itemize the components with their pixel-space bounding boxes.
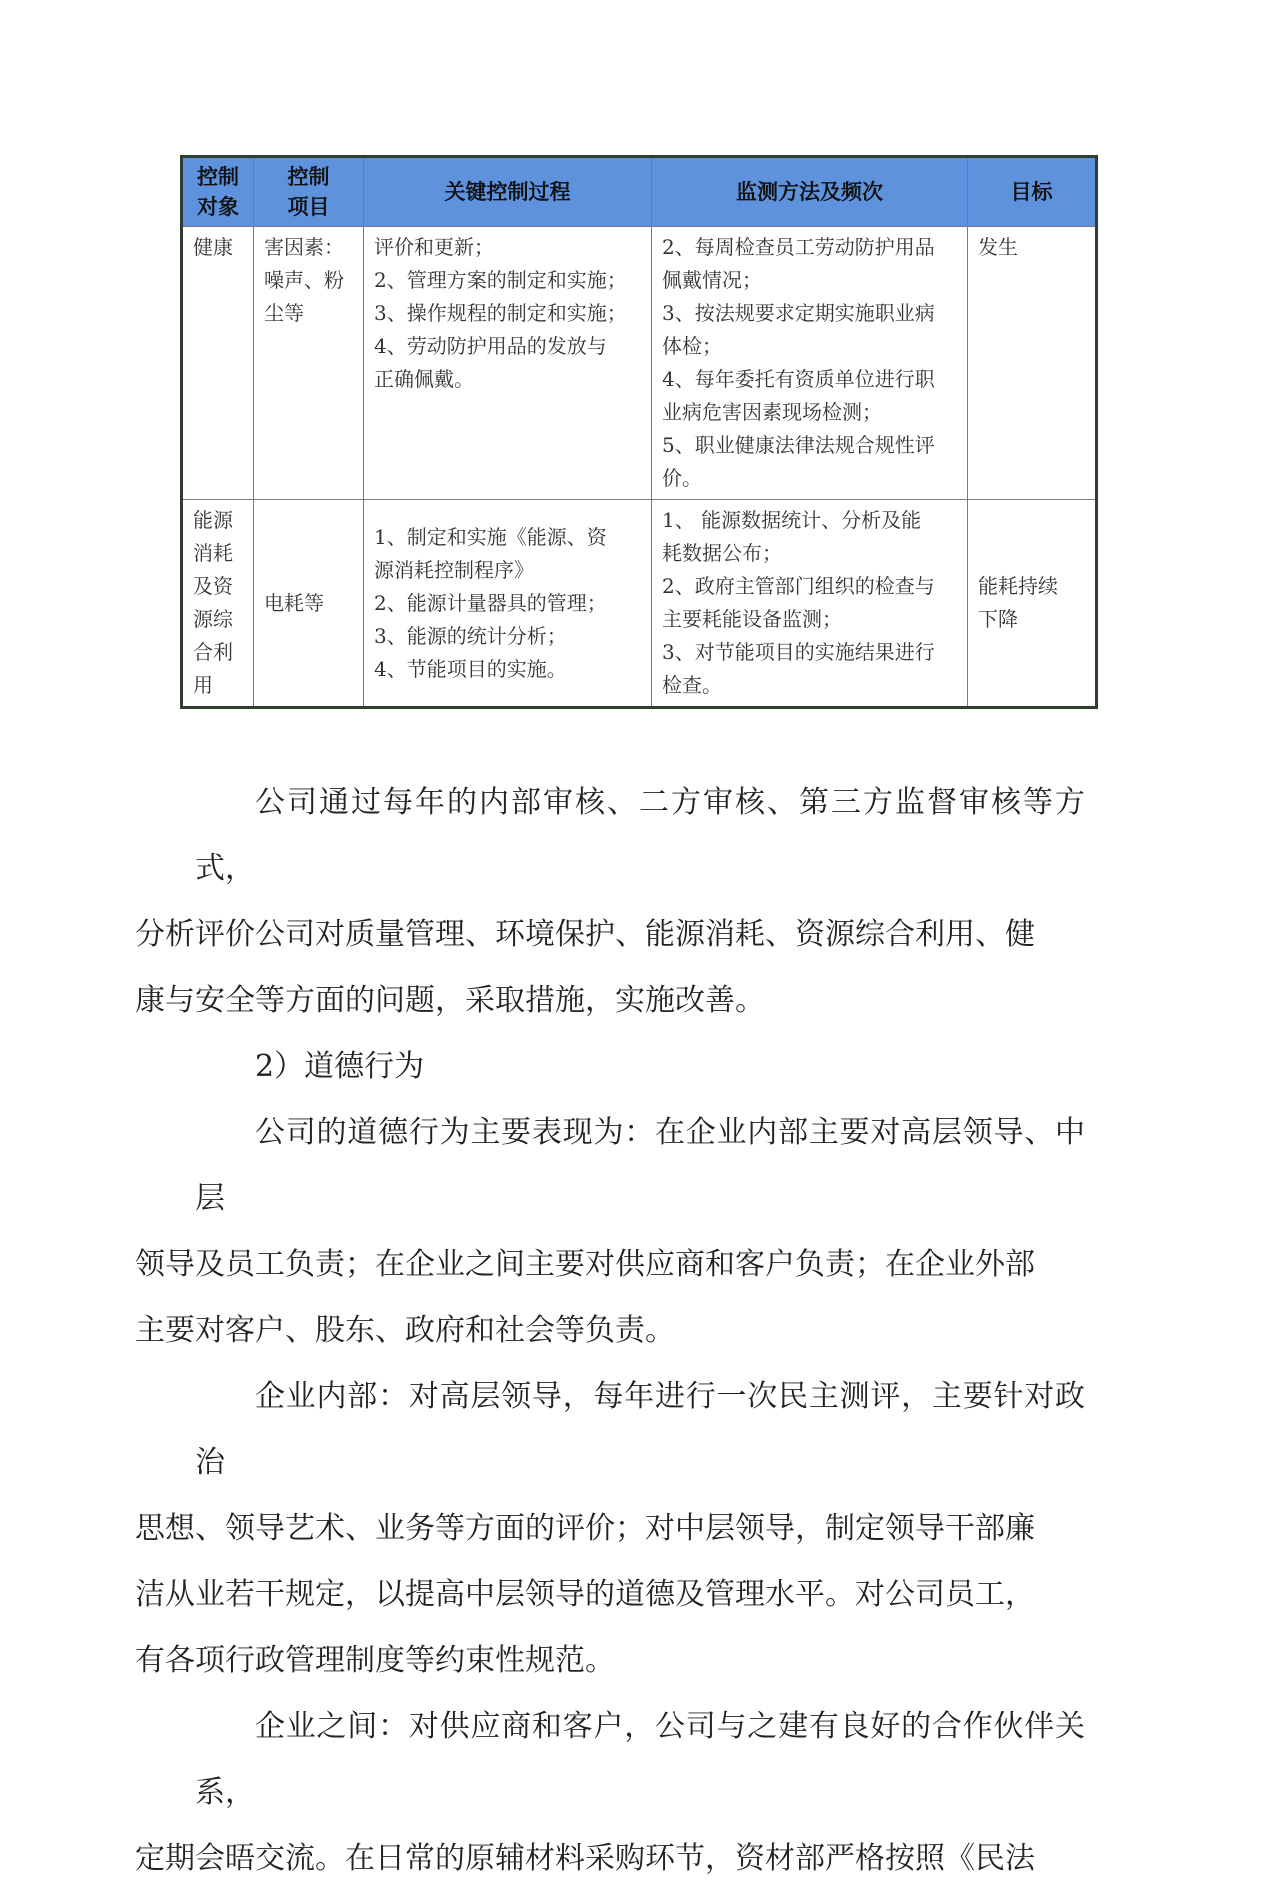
cell-target: 能耗持续 下降	[968, 500, 1097, 708]
header-control-object: 控制 对象	[182, 157, 254, 227]
cell-monitor: 1、 能源数据统计、分析及能 耗数据公布； 2、政府主管部门组织的检查与 主要耗能设备监测； 3、对节能项目的实施结果进行 检查。	[652, 500, 968, 708]
body-text	[135, 770, 1085, 1892]
section-heading-ethics: 2）道德行为	[255, 1049, 425, 1084]
header-target: 目标	[968, 157, 1097, 227]
control-table	[180, 155, 1098, 709]
table-row	[182, 500, 1097, 708]
cell-monitor: 2、每周检查员工劳动防护用品 佩戴情况； 3、按法规要求定期实施职业病 体检； 4、每年委托有资质单位进行职 业病危害因素现场检测； 5、职业健康法律法规合规性评 价。	[652, 227, 968, 500]
cell-object: 能源 消耗 及资 源综 合利 用	[182, 500, 254, 708]
table-header-row	[182, 157, 1097, 227]
table-row	[182, 227, 1097, 500]
cell-process: 评价和更新； 2、管理方案的制定和实施； 3、操作规程的制定和实施； 4、劳动防护用品的发放与 正确佩戴。	[364, 227, 652, 500]
header-control-item: 控制 项目	[254, 157, 364, 227]
cell-item: 电耗等	[254, 500, 364, 708]
paragraph-internal: 企业内部：对高层领导，每年进行一次民主测评，主要针对政治 思想、领导艺术、业务等方面的评价；对中层领导，制定领导干部廉 洁从业若干规定，以提高中层领导的道德及管理水平。对公司员工， 有各项行政管理制度等约束性规范。	[135, 1379, 1085, 1678]
header-key-process: 关键控制过程	[364, 157, 652, 227]
cell-process: 1、制定和实施《能源、资 源消耗控制程序》 2、能源计量器具的管理； 3、能源的统计分析； 4、节能项目的实施。	[364, 500, 652, 708]
paragraph-between-enterprises: 企业之间：对供应商和客户，公司与之建有良好的合作伙伴关系， 定期会晤交流。在日常的原辅材料采购环节，资材部严格按照《民法	[135, 1709, 1085, 1876]
cell-object: 健康	[182, 227, 254, 500]
paragraph-audit: 公司通过每年的内部审核、二方审核、第三方监督审核等方式， 分析评价公司对质量管理、环境保护、能源消耗、资源综合利用、健 康与安全等方面的问题，采取措施，实施改善。	[135, 785, 1085, 1018]
cell-item: 害因素： 噪声、粉 尘等	[254, 227, 364, 500]
header-monitoring: 监测方法及频次	[652, 157, 968, 227]
paragraph-ethics: 公司的道德行为主要表现为：在企业内部主要对高层领导、中层 领导及员工负责；在企业之间主要对供应商和客户负责；在企业外部 主要对客户、股东、政府和社会等负责。	[135, 1115, 1085, 1348]
cell-target: 发生	[968, 227, 1097, 500]
